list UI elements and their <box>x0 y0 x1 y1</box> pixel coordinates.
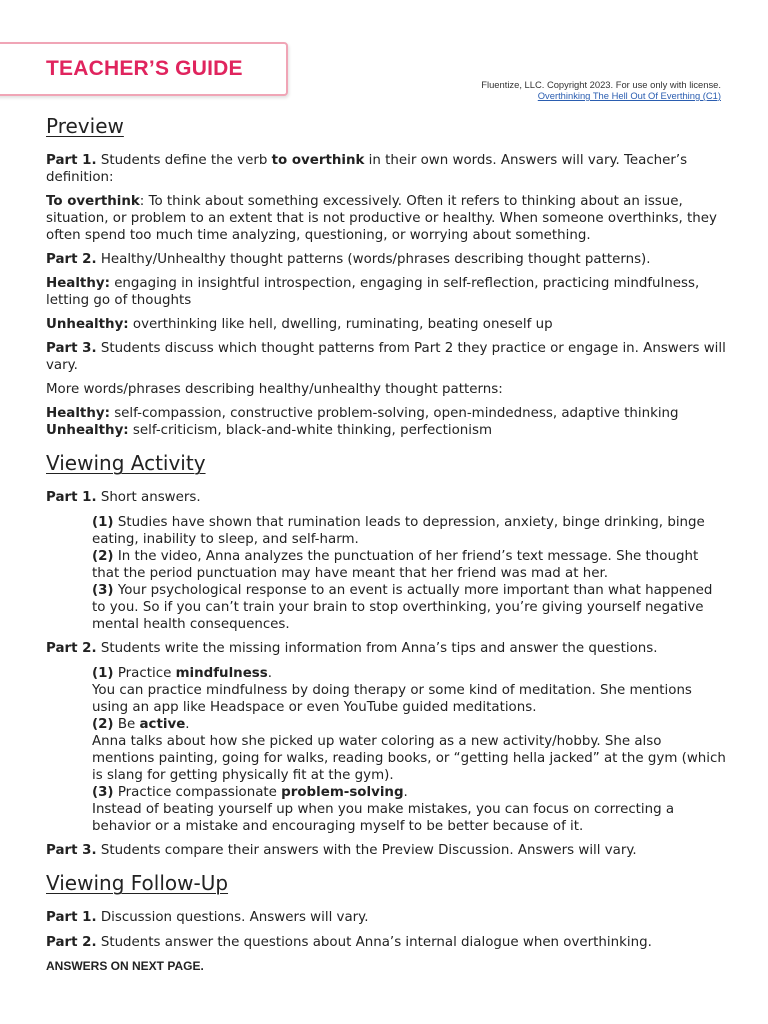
lesson-link[interactable]: Overthinking The Hell Out Of Everthing (C1) <box>537 90 721 101</box>
more-patterns-intro: More words/phrases describing healthy/unhealthy thought patterns: <box>46 382 503 397</box>
followup-part1: Part 1. Discussion questions. Answers will vary. <box>46 910 369 925</box>
preview-heading: Preview <box>46 114 124 138</box>
tip-detail: Anna talks about how she picked up water coloring as a new activity/hobby. She also mentions painting, going for walks, reading books, or “getting hella jacked” at the gym (which is slang for getting physically fit at the gym). <box>92 734 726 783</box>
page-title: TEACHER’S GUIDE <box>46 57 243 80</box>
preview-part1: Part 1. Students define the verb to overthink in their own words. Answers will vary. Teacher’s definition: <box>46 153 688 185</box>
viewing-part3: Part 3. Students compare their answers with the Preview Discussion. Answers will vary. <box>46 843 637 858</box>
viewing-followup-heading: Viewing Follow-Up <box>46 871 229 895</box>
tip-detail: You can practice mindfulness by doing therapy or some kind of meditation. She mentions using an app like Headspace or even YouTube guided meditations. <box>92 683 692 715</box>
tip-detail: Instead of beating yourself up when you make mistakes, you can focus on correcting a behavior or a mistake and encouraging myself to be better because of it. <box>92 802 675 834</box>
short-answer-item: (3) Your psychological response to an event is actually more important than what happened to you. So if you can’t train your brain to stop overthinking, you’re giving yourself negative mental health consequences. <box>92 583 713 632</box>
tips-list <box>92 665 726 835</box>
tip-title: (2) Be active. <box>92 717 190 732</box>
viewing-part1: Part 1. Short answers. <box>46 490 201 505</box>
viewing-part2: Part 2. Students write the missing information from Anna’s tips and answer the questions. <box>46 641 658 656</box>
healthy-patterns: Healthy: engaging in insightful introspection, engaging in self-reflection, practicing mindfulness, letting go of thoughts <box>46 276 700 308</box>
copyright-block <box>481 79 721 101</box>
preview-part2: Part 2. Healthy/Unhealthy thought patterns (words/phrases describing thought patterns). <box>46 252 651 267</box>
document-body <box>46 112 726 982</box>
tip-title: (1) Practice mindfulness. <box>92 666 272 681</box>
unhealthy-patterns: Unhealthy: overthinking like hell, dwelling, ruminating, beating oneself up <box>46 317 553 332</box>
short-answer-item: (2) In the video, Anna analyzes the punctuation of her friend’s text message. She thought that the period punctuation may have meant that her friend was mad at her. <box>92 549 699 581</box>
unhealthy-patterns-more: Unhealthy: self-criticism, black-and-white thinking, perfectionism <box>46 423 493 438</box>
preview-part3: Part 3. Students discuss which thought patterns from Part 2 they practice or engage in. Answers will vary. <box>46 341 726 373</box>
overthink-definition: To overthink: To think about something excessively. Often it refers to thinking about an issue, situation, or problem to an extent that is not productive or healthy. When someone overthinks, they often spend too much time analyzing, questioning, or worrying about something. <box>46 194 717 243</box>
healthy-patterns-more: Healthy: self-compassion, constructive problem-solving, open-mindedness, adaptive thinking <box>46 406 679 421</box>
viewing-activity-heading: Viewing Activity <box>46 451 206 475</box>
tip-title: (3) Practice compassionate problem-solving. <box>92 785 408 800</box>
short-answers-list <box>92 514 726 633</box>
short-answer-item: (1) Studies have shown that rumination leads to depression, anxiety, binge drinking, binge eating, inability to sleep, and self-harm. <box>92 515 705 547</box>
next-page-note: ANSWERS ON NEXT PAGE. <box>46 959 204 973</box>
followup-part2: Part 2. Students answer the questions about Anna’s internal dialogue when overthinking. <box>46 935 652 950</box>
copyright-text: Fluentize, LLC. Copyright 2023. For use only with license. <box>481 79 721 90</box>
